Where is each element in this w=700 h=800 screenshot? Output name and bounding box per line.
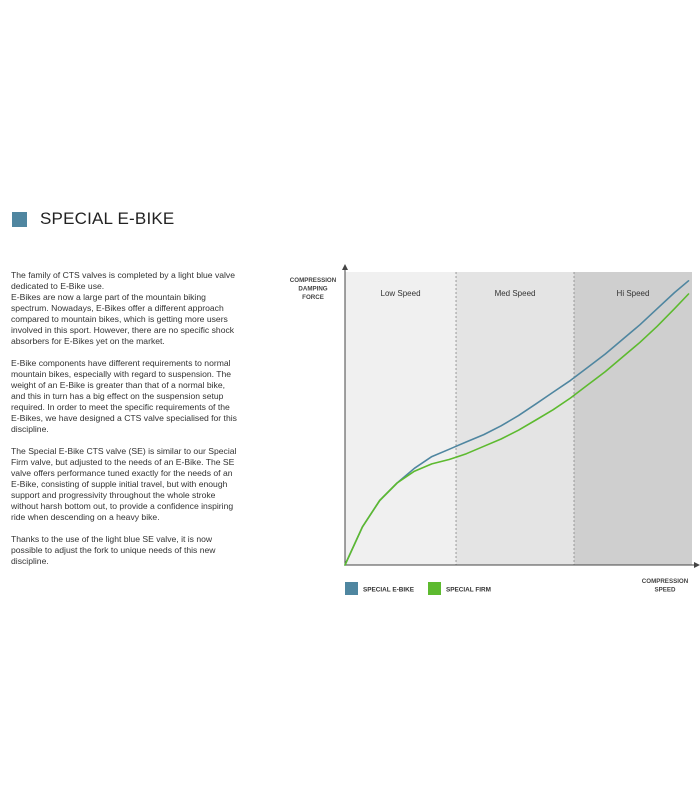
legend-label-special-e-bike: SPECIAL E-BIKE xyxy=(363,586,415,594)
zone-label: Med Speed xyxy=(494,289,536,298)
y-axis-label: FORCE xyxy=(302,294,324,301)
paragraph-conclusion: Thanks to the use of the light blue SE valve, it is now possible to adjust the fork to unique needs of this new discipline. xyxy=(11,534,216,566)
page-title: SPECIAL E-BIKE xyxy=(40,209,175,228)
zone-hi-speed xyxy=(574,272,692,565)
y-axis-label: DAMPING xyxy=(298,285,328,293)
paragraph-intro: The family of CTS valves is completed by a light blue valve dedicated to E-Bike use. E-Bikes are now a large part of the mountain biking spectrum. Nowadays, E-Bikes offer a different approach compared to mountain bikes, which is getting more users involved in this sport. However, there are no specific shock absorbers for E-Bikes yet on the market. xyxy=(11,270,236,346)
x-axis-label: SPEED xyxy=(654,586,676,594)
paragraph-components: E-Bike components have different requirements to normal mountain bikes, especially with regard to suspension. The weight of an E-Bike is greater than that of a normal bike, and this in turn has a big effect on the suspension setup required. In order to meet the specific requirements of the E-Bikes, we have designed a CTS valve specialised for this discipline. xyxy=(11,358,237,434)
y-axis-arrow xyxy=(342,264,348,270)
legend-label-special-firm: SPECIAL FIRM xyxy=(446,586,491,594)
y-axis-label: COMPRESSION xyxy=(289,277,337,284)
legend-swatch-special-e-bike xyxy=(345,582,358,595)
zone-label: Low Speed xyxy=(380,289,421,298)
x-axis-arrow xyxy=(694,562,700,568)
x-axis-label: COMPRESSION xyxy=(641,578,689,585)
legend-swatch-special-firm xyxy=(428,582,441,595)
zone-low-speed xyxy=(345,272,456,565)
zone-label: Hi Speed xyxy=(616,289,650,298)
paragraph-valve: The Special E-Bike CTS valve (SE) is similar to our Special Firm valve, but adjusted to the needs of an E-Bike. The SE valve offers performance tuned exactly for the needs of an E-Bike, consisting of supple initial travel, but with enough support and progressivity throughout the whole stroke without harsh bottom out, to provide a confidence inspiring ride when descending on a heavy bike. xyxy=(11,446,237,522)
